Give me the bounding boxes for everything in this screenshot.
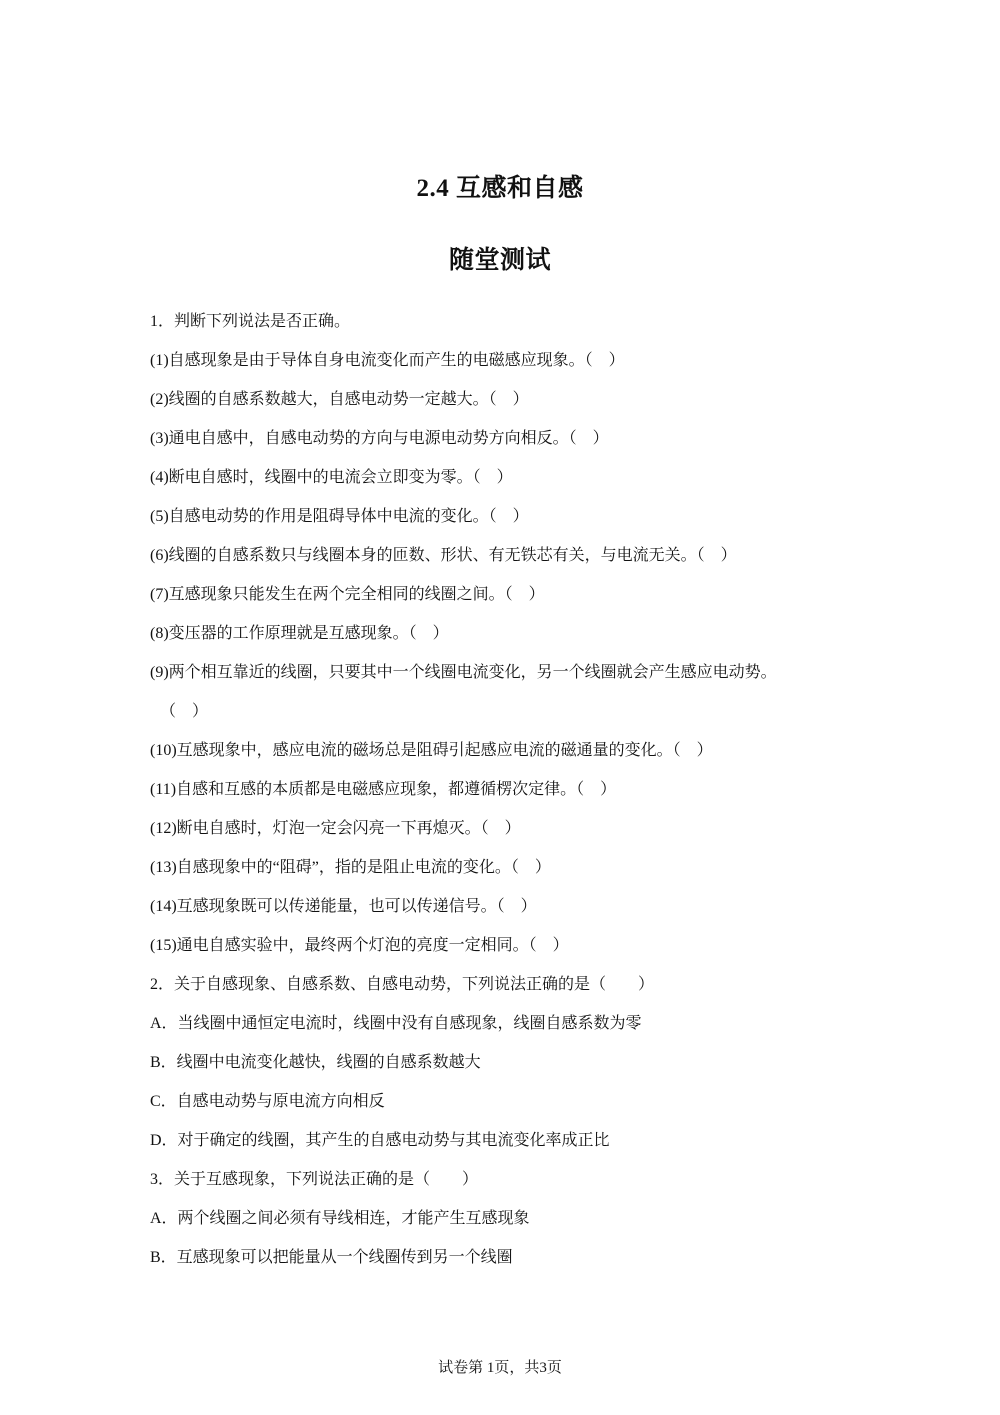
question-3-stem: 3．关于互感现象，下列说法正确的是（ ）: [150, 1171, 479, 1188]
question-1-item: (8)变压器的工作原理就是互感现象。（ ）: [150, 625, 449, 642]
question-2-option-d: D．对于确定的线圈，其产生的自感电动势与其电流变化率成正比: [150, 1132, 610, 1149]
question-1-item: (7)互感现象只能发生在两个完全相同的线圈之间。（ ）: [150, 586, 545, 603]
document-subtitle: 随堂测试: [448, 247, 551, 274]
question-2-option-b: B．线圈中电流变化越快，线圈的自感系数越大: [150, 1054, 481, 1071]
question-1-item: (12)断电自感时，灯泡一定会闪亮一下再熄灭。（ ）: [150, 820, 521, 837]
question-2-option-a: A．当线圈中通恒定电流时，线圈中没有自感现象，线圈自感系数为零: [150, 1015, 642, 1032]
question-1-item: (5)自感电动势的作用是阻碍导体中电流的变化。（ ）: [150, 508, 529, 525]
document-title: 2.4 互感和自感: [416, 175, 584, 202]
question-1-item: (6)线圈的自感系数只与线圈本身的匝数、形状、有无铁芯有关，与电流无关。（ ）: [150, 547, 737, 564]
question-1-item: (4)断电自感时，线圈中的电流会立即变为零。（ ）: [150, 469, 513, 486]
question-1-item: (13)自感现象中的“阻碍”，指的是阻止电流的变化。（ ）: [150, 859, 551, 876]
question-3-option-a: A．两个线圈之间必须有导线相连，才能产生互感现象: [150, 1210, 530, 1227]
question-1-item: (14)互感现象既可以传递能量，也可以传递信号。（ ）: [150, 898, 537, 915]
question-1-item: (3)通电自感中，自感电动势的方向与电源电动势方向相反。（ ）: [150, 430, 609, 447]
question-1-item: (9)两个相互靠近的线圈，只要其中一个线圈电流变化，另一个线圈就会产生感应电动势。: [150, 664, 777, 681]
question-1-item: (2)线圈的自感系数越大，自感电动势一定越大。（ ）: [150, 391, 529, 408]
question-1-item-continuation: （ ）: [160, 703, 209, 720]
question-1-item: (10)互感现象中，感应电流的磁场总是阻碍引起感应电流的磁通量的变化。（ ）: [150, 742, 713, 759]
question-content: [150, 302, 850, 1277]
question-1-item: (11)自感和互感的本质都是电磁感应现象，都遵循楞次定律。（ ）: [150, 781, 617, 798]
page-footer: 试卷第 1页，共3页: [438, 1360, 562, 1376]
question-2-option-c: C．自感电动势与原电流方向相反: [150, 1093, 385, 1110]
question-1-item: (1)自感现象是由于导体自身电流变化而产生的电磁感应现象。（ ）: [150, 352, 625, 369]
question-1-item: (15)通电自感实验中，最终两个灯泡的亮度一定相同。（ ）: [150, 937, 569, 954]
question-1-stem: 1．判断下列说法是否正确。: [150, 313, 351, 330]
question-2-stem: 2．关于自感现象、自感系数、自感电动势，下列说法正确的是（ ）: [150, 976, 655, 993]
question-3-option-b: B．互感现象可以把能量从一个线圈传到另一个线圈: [150, 1249, 513, 1266]
